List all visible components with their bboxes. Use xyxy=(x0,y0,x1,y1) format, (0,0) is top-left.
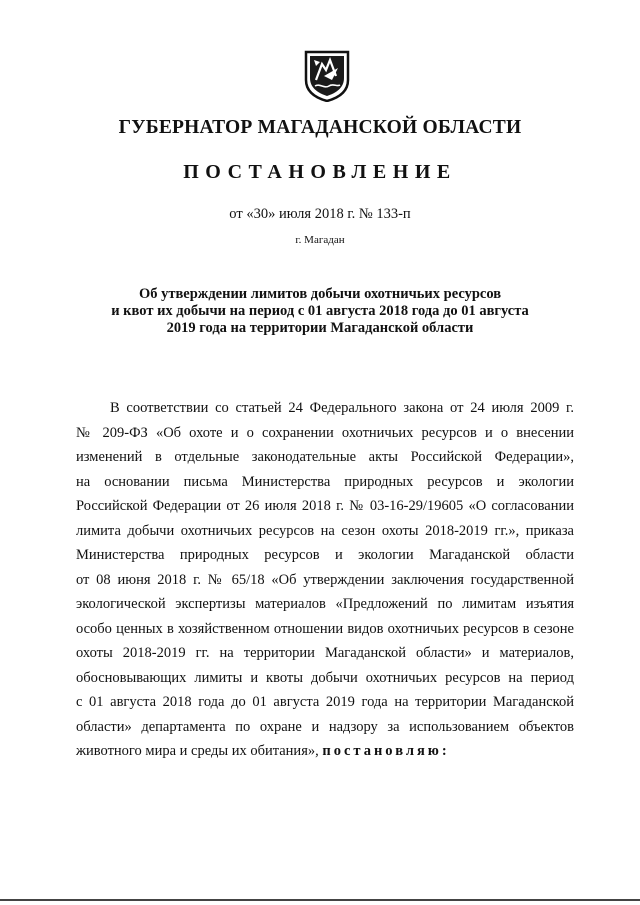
preamble-paragraph xyxy=(76,396,574,764)
subject-line: Об утверждении лимитов добычи охотничьих ресурсов xyxy=(138,286,502,302)
decree-keyword: постановляю: xyxy=(322,743,450,759)
final-line-text: животного мира и среды их обитания», xyxy=(76,743,319,759)
page-bottom-edge xyxy=(0,899,640,901)
document-date-number: от «30» июля 2018 г. № 133-п xyxy=(229,206,411,222)
paragraph-line: области» департамента по охране и надзору за использованием объектов xyxy=(76,718,574,735)
paragraph-line: Министерства природных ресурсов и экологии Магаданской области xyxy=(76,547,574,563)
paragraph-line: обосновывающих лимиты и квоты добычи охотничьих ресурсов на период xyxy=(76,669,574,686)
paragraph-final-line xyxy=(76,739,574,764)
paragraph-line: лимита добычи охотничьих ресурсов на сезон охоты 2018-2019 гг.», приказа xyxy=(76,522,574,539)
paragraph-line: на основании письма Министерства природных ресурсов и экологии xyxy=(76,473,574,490)
paragraph-line: охоты 2018-2019 гг. на территории Магаданской области» и материалов, xyxy=(76,645,574,661)
paragraph-line: В соответствии со статьей 24 Федерального закона от 24 июля 2009 г. xyxy=(110,400,574,416)
issuing-authority: ГУБЕРНАТОР МАГАДАНСКОЙ ОБЛАСТИ xyxy=(118,117,522,138)
paragraph-line: № 209-ФЗ «Об охоте и о сохранении охотничьих ресурсов и о внесении xyxy=(76,424,574,441)
paragraph-line: Российской Федерации от 26 июля 2018 г. № 03-16-29/19605 «О согласовании xyxy=(76,498,574,514)
paragraph-line: экологической экспертизы материалов «Предложений по лимитам изъятия xyxy=(76,596,574,612)
subject-line: и квот их добычи на период с 01 августа 2018 года до 01 августа xyxy=(111,303,529,319)
paragraph-line: с 01 августа 2018 года до 01 августа 2019 года на территории Магаданской xyxy=(76,694,574,710)
magadan-coat-of-arms-icon xyxy=(302,50,352,102)
paragraph-line: от 08 июня 2018 г. № 65/18 «Об утверждении заключения государственной xyxy=(76,571,574,588)
paragraph-line: особо ценных в хозяйственном отношении видов охотничьих ресурсов в сезоне xyxy=(76,620,574,637)
subject-line: 2019 года на территории Магаданской области xyxy=(166,320,474,336)
document-city: г. Магадан xyxy=(295,234,345,246)
document-subject xyxy=(0,286,640,337)
paragraph-line: изменений в отдельные законодательные акты Российской Федерации», xyxy=(76,449,574,465)
document-type-title: ПОСТАНОВЛЕНИЕ xyxy=(183,161,457,183)
